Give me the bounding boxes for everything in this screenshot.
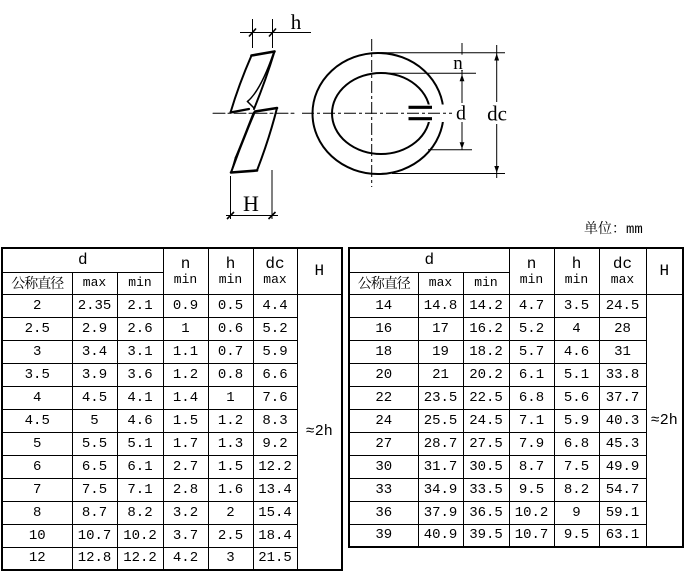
table-cell: 18.2: [463, 340, 509, 363]
header-d-group: d: [349, 248, 509, 272]
washer-side-view: [213, 52, 296, 173]
table-cell: 4.5: [72, 386, 117, 409]
table-cell: 49.9: [599, 455, 646, 478]
table-body-right: [349, 294, 683, 547]
table-row: [349, 363, 683, 386]
table-cell: 3: [2, 340, 72, 363]
table-row: [349, 386, 683, 409]
table-cell: 20: [349, 363, 418, 386]
header-h: h min: [208, 248, 253, 294]
table-cell: 5.5: [72, 432, 117, 455]
table-cell: 3.1: [117, 340, 163, 363]
table-cell: 39.5: [463, 524, 509, 547]
table-cell: 2.5: [208, 524, 253, 547]
table-cell: 17: [418, 317, 463, 340]
table-row: [349, 317, 683, 340]
table-cell: 5.2: [509, 317, 554, 340]
table-cell: 8.7: [509, 455, 554, 478]
table-row: [349, 501, 683, 524]
spring-washer-drawing: [0, 0, 690, 244]
table-cell: 6.8: [509, 386, 554, 409]
table-cell: 0.8: [208, 363, 253, 386]
table-cell: 2.7: [163, 455, 208, 478]
table-row: [2, 317, 342, 340]
table-cell: 1.7: [163, 432, 208, 455]
dim-label-H: H: [243, 191, 259, 216]
table-cell: 31: [599, 340, 646, 363]
table-cell: 10: [2, 524, 72, 547]
table-cell: 10.7: [72, 524, 117, 547]
table-cell: 6.1: [509, 363, 554, 386]
table-cell: 0.5: [208, 294, 253, 317]
table-cell: 1.5: [163, 409, 208, 432]
header-min: min: [117, 272, 163, 294]
table-cell: 3.7: [163, 524, 208, 547]
table-cell: 36.5: [463, 501, 509, 524]
table-cell: 1.6: [208, 478, 253, 501]
table-row: [2, 524, 342, 547]
table-cell: 22.5: [463, 386, 509, 409]
table-row: [2, 340, 342, 363]
table-cell: 5: [2, 432, 72, 455]
table-cell: 12: [2, 547, 72, 570]
table-cell: 7.5: [554, 455, 599, 478]
table-cell: 27: [349, 432, 418, 455]
table-cell: 4.7: [509, 294, 554, 317]
table-cell: 1.2: [208, 409, 253, 432]
table-cell: 10.2: [509, 501, 554, 524]
table-cell: 16: [349, 317, 418, 340]
table-cell: 8.3: [253, 409, 297, 432]
table-cell: 2.35: [72, 294, 117, 317]
table-cell: 54.7: [599, 478, 646, 501]
table-cell: 37.9: [418, 501, 463, 524]
header-dc: dc max: [599, 248, 646, 294]
table-cell: 24.5: [599, 294, 646, 317]
spec-table-left: [1, 247, 343, 571]
table-cell: 22: [349, 386, 418, 409]
table-cell: 2.9: [72, 317, 117, 340]
dim-label-d: d: [456, 102, 466, 125]
table-row: [2, 363, 342, 386]
table-cell: 3.9: [72, 363, 117, 386]
table-cell: 0.6: [208, 317, 253, 340]
table-cell: 14.2: [463, 294, 509, 317]
h-approx-cell: ≈2h: [297, 294, 342, 570]
header-max: max: [418, 272, 463, 294]
table-cell: 19: [418, 340, 463, 363]
table-cell: 40.3: [599, 409, 646, 432]
table-cell: 12.2: [117, 547, 163, 570]
washer-front-view: [302, 39, 452, 187]
table-cell: 1: [208, 386, 253, 409]
header-dc: dc max: [253, 248, 297, 294]
table-row: [2, 386, 342, 409]
table-cell: 9.5: [554, 524, 599, 547]
table-cell: 1.2: [163, 363, 208, 386]
header-H: H: [297, 248, 342, 294]
header-n: n min: [163, 248, 208, 294]
table-row: [2, 455, 342, 478]
table-cell: 4: [2, 386, 72, 409]
header-H: H: [646, 248, 683, 294]
table-cell: 3.6: [117, 363, 163, 386]
table-cell: 1.5: [208, 455, 253, 478]
table-cell: 5.9: [554, 409, 599, 432]
header-nominal-diameter: 公称直径: [2, 272, 72, 294]
table-cell: 33.8: [599, 363, 646, 386]
header-min: min: [463, 272, 509, 294]
table-cell: 63.1: [599, 524, 646, 547]
table-cell: 14.8: [418, 294, 463, 317]
table-cell: 33.5: [463, 478, 509, 501]
table-cell: 18: [349, 340, 418, 363]
table-row: [2, 409, 342, 432]
table-cell: 23.5: [418, 386, 463, 409]
table-cell: 59.1: [599, 501, 646, 524]
dim-label-h: h: [290, 10, 302, 34]
table-cell: 6: [2, 455, 72, 478]
table-cell: 15.4: [253, 501, 297, 524]
table-cell: 6.8: [554, 432, 599, 455]
table-cell: 9: [554, 501, 599, 524]
table-cell: 40.9: [418, 524, 463, 547]
table-cell: 45.3: [599, 432, 646, 455]
table-cell: 8.7: [72, 501, 117, 524]
table-cell: 34.9: [418, 478, 463, 501]
table-cell: 5.2: [253, 317, 297, 340]
table-cell: 3: [208, 547, 253, 570]
table-cell: 5.1: [117, 432, 163, 455]
table-cell: 28: [599, 317, 646, 340]
table-row: [349, 340, 683, 363]
table-cell: 24.5: [463, 409, 509, 432]
table-cell: 9.5: [509, 478, 554, 501]
table-cell: 4.2: [163, 547, 208, 570]
header-d-group: d: [2, 248, 163, 272]
table-cell: 9.2: [253, 432, 297, 455]
table-cell: 10.2: [117, 524, 163, 547]
table-cell: 6.6: [253, 363, 297, 386]
table-cell: 5.6: [554, 386, 599, 409]
table-row: [349, 432, 683, 455]
table-cell: 4.1: [117, 386, 163, 409]
table-cell: 13.4: [253, 478, 297, 501]
table-row: [349, 478, 683, 501]
table-cell: 1.3: [208, 432, 253, 455]
h-approx-cell: ≈2h: [646, 294, 683, 547]
table-cell: 2.6: [117, 317, 163, 340]
table-row: [349, 294, 683, 317]
table-cell: 2: [2, 294, 72, 317]
dim-label-dc: dc: [487, 101, 507, 126]
table-cell: 8.2: [554, 478, 599, 501]
table-cell: 31.7: [418, 455, 463, 478]
spec-table-right: [348, 247, 684, 548]
table-cell: 30.5: [463, 455, 509, 478]
table-cell: 0.9: [163, 294, 208, 317]
table-row: [349, 409, 683, 432]
table-cell: 1.4: [163, 386, 208, 409]
table-cell: 4.6: [117, 409, 163, 432]
dim-label-n: n: [453, 53, 463, 74]
table-cell: 0.7: [208, 340, 253, 363]
table-cell: 36: [349, 501, 418, 524]
table-cell: 4.5: [2, 409, 72, 432]
table-body-left: [2, 294, 342, 570]
table-cell: 20.2: [463, 363, 509, 386]
table-cell: 3.5: [554, 294, 599, 317]
table-row: [349, 455, 683, 478]
table-cell: 16.2: [463, 317, 509, 340]
table-cell: 21: [418, 363, 463, 386]
table-row: [2, 478, 342, 501]
table-cell: 3.5: [2, 363, 72, 386]
table-cell: 8.2: [117, 501, 163, 524]
table-row: [349, 524, 683, 547]
table-cell: 14: [349, 294, 418, 317]
table-cell: 5.1: [554, 363, 599, 386]
table-cell: 7.6: [253, 386, 297, 409]
table-cell: 7.9: [509, 432, 554, 455]
table-cell: 27.5: [463, 432, 509, 455]
table-cell: 10.7: [509, 524, 554, 547]
table-cell: 4: [554, 317, 599, 340]
table-cell: 24: [349, 409, 418, 432]
table-cell: 12.8: [72, 547, 117, 570]
table-cell: 2.1: [117, 294, 163, 317]
table-cell: 25.5: [418, 409, 463, 432]
table-cell: 6.5: [72, 455, 117, 478]
table-cell: 4.6: [554, 340, 599, 363]
table-cell: 3.4: [72, 340, 117, 363]
table-cell: 5: [72, 409, 117, 432]
table-cell: 7.1: [509, 409, 554, 432]
table-cell: 4.4: [253, 294, 297, 317]
header-n: n min: [509, 248, 554, 294]
table-cell: 2.8: [163, 478, 208, 501]
table-row: [2, 501, 342, 524]
table-cell: 33: [349, 478, 418, 501]
table-cell: 30: [349, 455, 418, 478]
table-cell: 18.4: [253, 524, 297, 547]
table-cell: 3.2: [163, 501, 208, 524]
header-h: h min: [554, 248, 599, 294]
table-cell: 7: [2, 478, 72, 501]
header-nominal-diameter: 公称直径: [349, 272, 418, 294]
table-cell: 2: [208, 501, 253, 524]
table-cell: 1: [163, 317, 208, 340]
table-cell: 6.1: [117, 455, 163, 478]
table-cell: 8: [2, 501, 72, 524]
table-cell: 21.5: [253, 547, 297, 570]
table-cell: 37.7: [599, 386, 646, 409]
table-cell: 7.5: [72, 478, 117, 501]
table-cell: 5.7: [509, 340, 554, 363]
table-row: [2, 432, 342, 455]
table-row: [2, 547, 342, 570]
table-cell: 28.7: [418, 432, 463, 455]
table-cell: 2.5: [2, 317, 72, 340]
table-cell: 39: [349, 524, 418, 547]
table-cell: 5.9: [253, 340, 297, 363]
header-max: max: [72, 272, 117, 294]
table-row: [2, 294, 342, 317]
table-cell: 1.1: [163, 340, 208, 363]
unit-label: 单位：mm: [584, 222, 643, 238]
table-cell: 7.1: [117, 478, 163, 501]
table-cell: 12.2: [253, 455, 297, 478]
